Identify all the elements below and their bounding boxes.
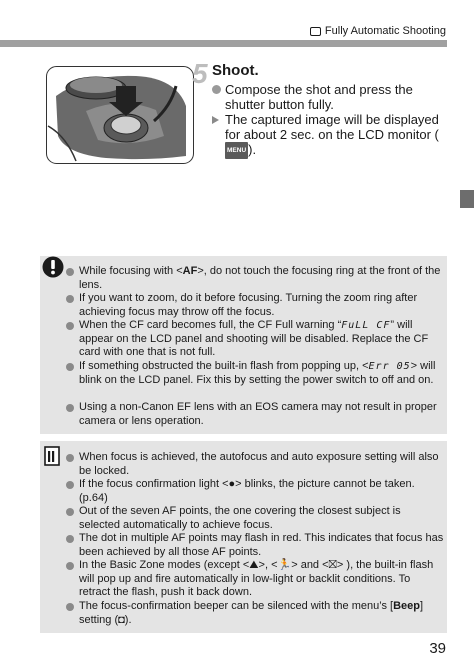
caution-exclamation-icon: [42, 256, 64, 278]
bullet-dot-icon: [212, 85, 221, 94]
bullet-dot-icon: [66, 481, 74, 489]
bullet-dot-icon: [66, 535, 74, 543]
caution-item: If something obstructed the built-in flash from popping up, <Err 05> will blink on the LCD panel. Fix this by setting the power switch to off and on.: [66, 360, 444, 387]
bullet-dot-icon: [66, 404, 74, 412]
note-item: When focus is achieved, the autofocus and auto exposure setting will also be locked.: [66, 451, 444, 478]
note-item: In the Basic Zone modes (except <⛰>, <🏃> and <⛝> ), the built-in flash will pop up and fire automatically in low-light or backlit conditions. To retract the flash, push it back down.: [66, 559, 444, 600]
step-bullet-item: Compose the shot and press the shutter button fully.: [212, 82, 448, 112]
bullet-dot-icon: [66, 454, 74, 462]
bullet-dot-icon: [66, 562, 74, 570]
bullet-dot-icon: [66, 508, 74, 516]
step-result-item: The captured image will be displayed for about 2 sec. on the LCD monitor (MENU ).: [212, 112, 448, 159]
bullet-dot-icon: [66, 603, 74, 611]
caution-item: When the CF card becomes full, the CF Full warning “FuLL CF” will appear on the LCD panel and shooting will be disabled. Replace the CF card with one that is not full.: [66, 319, 444, 360]
flash-off-mode-icon: ⛝: [328, 559, 337, 571]
section-title-text: Fully Automatic Shooting: [324, 25, 446, 37]
page-number: 39: [429, 640, 446, 657]
rectangle-mode-icon: [310, 27, 321, 36]
bullet-dot-icon: [66, 322, 74, 330]
caution-panel: [40, 256, 447, 434]
note-item: If the focus confirmation light <●> blinks, the picture cannot be taken. (p.64): [66, 478, 444, 505]
note-memo-icon: [44, 446, 60, 466]
camera-shutter-illustration: [46, 66, 194, 164]
landscape-mode-icon: ⛰: [249, 559, 259, 571]
bullet-dot-icon: [66, 295, 74, 303]
bullet-dot-icon: [66, 363, 74, 371]
note-item: The focus-confirmation beeper can be silenced with the menu’s [Beep] setting (◘).: [66, 600, 444, 627]
note-item: Out of the seven AF points, the one covering the closest subject is selected automatically to achieve focus.: [66, 505, 444, 532]
caution-item: While focusing with <AF>, do not touch the focusing ring at the front of the lens.: [66, 265, 444, 292]
lcd-warning-text: FuLL CF: [341, 320, 391, 331]
page-header: [0, 22, 474, 42]
note-item: The dot in multiple AF points may flash in red. This indicates that focus has been achieved by all those AF points.: [66, 532, 444, 559]
lcd-error-text: Err 05: [368, 361, 411, 372]
chapter-tab: [460, 190, 474, 208]
camera-menu-icon: ◘: [118, 613, 125, 626]
arrow-right-icon: [212, 116, 219, 124]
menu-button-icon: MENU: [225, 142, 248, 159]
caution-item: If you want to zoom, do it before focusing. Turning the zoom ring after achieving focus may throw off the focus.: [66, 292, 444, 319]
notes-panel: [40, 441, 447, 633]
step-title: Shoot.: [212, 62, 259, 79]
sports-mode-icon: 🏃: [277, 559, 292, 571]
section-title: [310, 25, 446, 37]
caution-item: Using a non-Canon EF lens with an EOS camera may not result in proper camera or lens operation.: [66, 401, 444, 428]
step-number: 5: [192, 58, 208, 89]
header-rule: [0, 40, 447, 47]
bullet-dot-icon: [66, 268, 74, 276]
focus-light-icon: ●: [228, 478, 236, 490]
